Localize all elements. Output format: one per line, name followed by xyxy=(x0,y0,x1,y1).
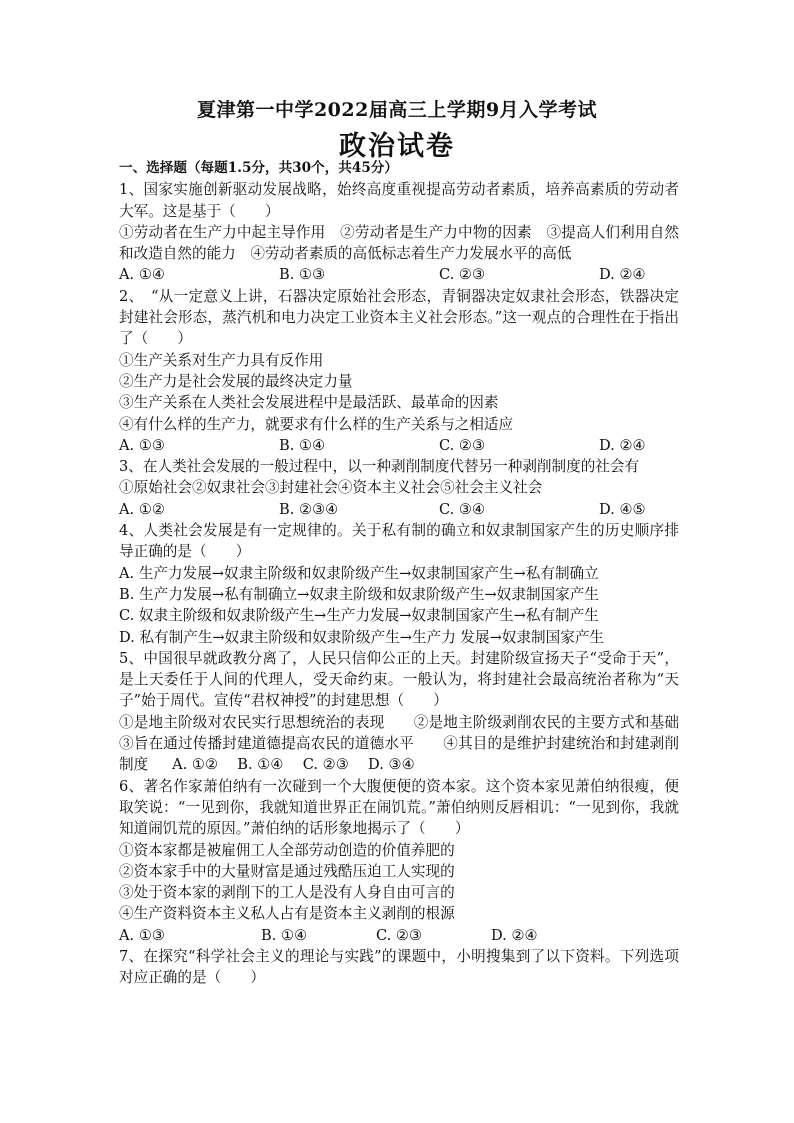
option-d: D. 私有制产生→奴隶主阶级和奴隶阶级产生→生产力 发展→奴隶制国家产生 xyxy=(119,628,605,646)
statement-text: ①是地主阶级对农民实行思想统治的表现 ②是地主阶级剥削农民的主要方式和基础③旨在通过传播封建道德提高农民的道德水平 ④其目的是维护封建统治和封建剥削制度 xyxy=(119,713,679,774)
option-a: A. ①② xyxy=(119,500,165,518)
option-a: A. ①③ xyxy=(119,926,165,944)
question-statement: ④有什么样的生产力，就要求有什么样的生产关系与之相适应 xyxy=(119,415,514,433)
question-3 xyxy=(119,456,679,520)
question-stem: 5、中国很早就政教分离了，人民只信仰公正的上天。封建阶级宣扬天子“受命于天”，是上天委任于人间的代理人，受天命约束。一般认为，将封建社会最高统治者称为“天子”始于周代。宣传“君权神授”的封建思想（ ） xyxy=(119,649,679,710)
question-statements xyxy=(119,712,679,776)
option-b: B. ①③ xyxy=(279,266,326,284)
question-7 xyxy=(119,946,679,989)
answer-options xyxy=(119,264,679,285)
section-header: 一、选择题（每题1.5分，共30个，共45分） xyxy=(119,160,398,176)
option-b: B. 生产力发展→私有制确立→奴隶主阶级和奴隶阶级产生→奴隶制国家产生 xyxy=(119,585,599,603)
option-b: B. ①④ xyxy=(237,756,284,774)
question-stem: 4、人类社会发展是有一定规律的。关于私有制的确立和奴隶制国家产生的历史顺序排导正确的是（ ） xyxy=(119,522,679,561)
question-5 xyxy=(119,648,679,776)
question-1 xyxy=(119,179,679,285)
question-statements: ①劳动者在生产力中起主导作用 ②劳动者是生产力中物的因素 ③提高人们利用自然和改造自然的能力 ④劳动者素质的高低标志着生产力发展水平的高低 xyxy=(119,223,679,263)
option-d: D. ④⑤ xyxy=(599,500,646,518)
option-c: C. ②③ xyxy=(439,436,486,454)
option-d: D. ②④ xyxy=(599,266,646,284)
option-d: D. ②④ xyxy=(491,926,538,944)
option-c: C. ③④ xyxy=(439,500,486,518)
option-c: C. ②③ xyxy=(302,756,349,774)
option-b: B. ②③④ xyxy=(279,500,339,518)
question-statements: ①原始社会②奴隶社会③封建社会④资本主义社会⑤社会主义社会 xyxy=(119,479,543,497)
question-statement: ③生产关系在人类社会发展进程中是最活跃、最革命的因素 xyxy=(119,394,499,412)
option-a: A. ①② xyxy=(172,756,219,774)
question-6 xyxy=(119,776,679,946)
option-b: B. ①④ xyxy=(261,926,308,944)
option-a: A. ①③ xyxy=(119,436,165,454)
answer-options xyxy=(119,435,679,456)
question-stem: 3、在人类社会发展的一般过程中，以一种剥削制度代替另一种剥削制度的社会有 xyxy=(119,458,640,476)
option-c: C. ②③ xyxy=(376,926,423,944)
question-statement: ②资本家手中的大量财富是通过残酷压迫工人实现的 xyxy=(119,862,455,880)
question-statement: ④生产资料资本主义私人占有是资本主义剥削的根源 xyxy=(119,905,455,923)
option-d: D. ②④ xyxy=(599,436,646,454)
question-stem: 1、国家实施创新驱动发展战略，始终高度重视提高劳动者素质，培养高素质的劳动者大军。这是基于（ ） xyxy=(119,181,679,220)
option-a: A. 生产力发展→奴隶主阶级和奴隶阶级产生→奴隶制国家产生→私有制确立 xyxy=(119,564,599,582)
question-statement: ①资本家都是被雇佣工人全部劳动创造的价值养肥的 xyxy=(119,841,455,859)
question-stem: 7、在探究“科学社会主义的理论与实践”的课题中，小明搜集到了以下资料。下列选项对应正确的是（ ） xyxy=(119,947,679,987)
question-statement: ①生产关系对生产力具有反作用 xyxy=(119,351,324,369)
option-c: C. 奴隶主阶级和奴隶阶级产生→生产力发展→奴隶制国家产生→私有制产生 xyxy=(119,607,599,625)
question-stem: 2、 “从一定意义上讲，石器决定原始社会形态，青铜器决定奴隶社会形态，铁器决定封建社会形态，蒸汽机和电力决定工业资本主义社会形态。”这一观点的合理性在于指出了（ ） xyxy=(119,287,679,348)
option-d: D. ③④ xyxy=(368,756,415,774)
option-b: B. ①④ xyxy=(279,436,326,454)
question-statement: ③处于资本家的剥削下的工人是没有人身自由可言的 xyxy=(119,884,455,902)
answer-options xyxy=(119,925,679,946)
option-a: A. ①④ xyxy=(119,266,165,284)
inline-options xyxy=(153,756,415,773)
question-4 xyxy=(119,520,679,648)
exam-title: 夏津第一中学2022届高三上学期9月入学考试 xyxy=(196,99,598,121)
question-2 xyxy=(119,286,679,456)
answer-options xyxy=(119,499,679,520)
question-statement: ②生产力是社会发展的最终决定力量 xyxy=(119,372,353,390)
question-stem: 6、著名作家萧伯纳有一次碰到一个大腹便便的资本家。这个资本家见萧伯纳很瘦，便取笑说：“一见到你，我就知道世界正在闹饥荒。”萧伯纳则反唇相讥：“一见到你，我就知道闹饥荒的原因。”萧伯纳的话形象地揭示了（ ） xyxy=(119,777,679,838)
exam-subject-title: 政治试卷 xyxy=(339,131,455,162)
option-c: C. ②③ xyxy=(439,266,486,284)
exam-content xyxy=(119,158,679,989)
